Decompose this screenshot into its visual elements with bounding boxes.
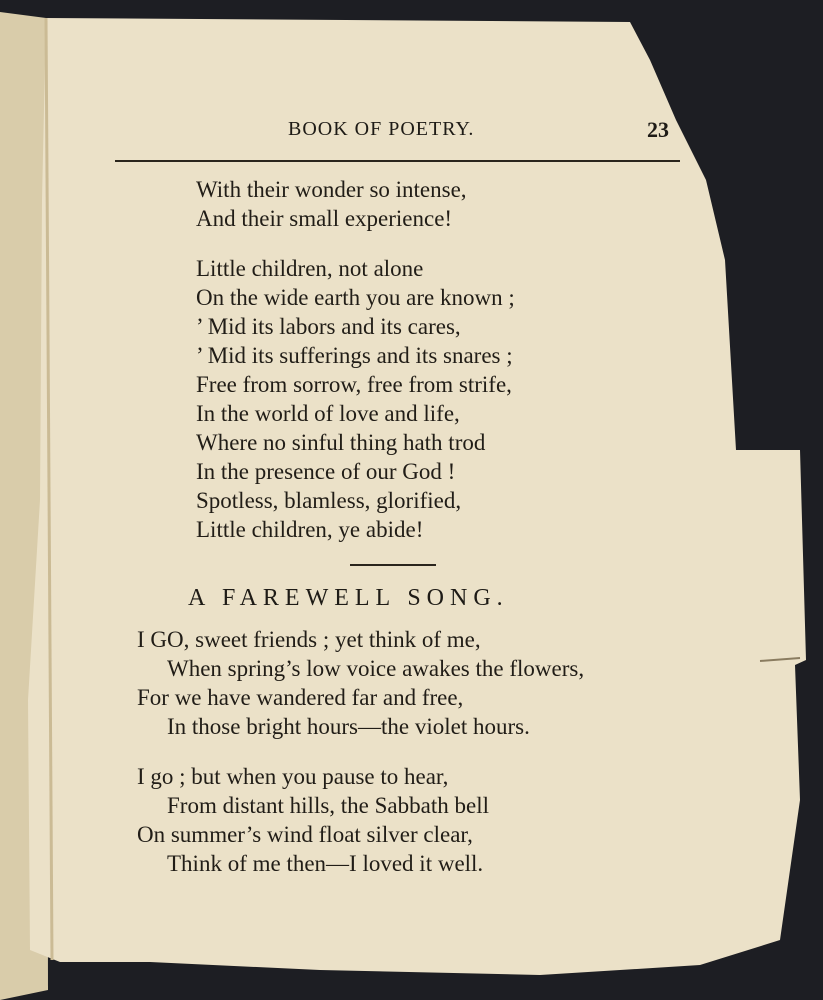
poem-line: I GO, sweet friends ; yet think of me,: [137, 627, 481, 652]
poem-line: I go ; but when you pause to hear,: [137, 764, 449, 789]
poem-line: On summer’s wind float silver clear,: [137, 822, 473, 847]
poem-line: For we have wandered far and free,: [137, 685, 464, 710]
page-number: 23: [647, 117, 669, 142]
poem-line: ’ Mid its labors and its cares,: [196, 314, 461, 339]
poem-line: When spring’s low voice awakes the flowers,: [167, 656, 585, 681]
stanza: [196, 254, 515, 544]
poem-line: Little children, ye abide!: [196, 517, 424, 542]
poem-line: Where no sinful thing hath trod: [196, 430, 486, 455]
section-divider: [350, 564, 436, 566]
stanza: [137, 625, 584, 741]
poem-line: Free from sorrow, free from strife,: [196, 372, 512, 397]
poem-line: In those bright hours—the violet hours.: [167, 714, 530, 739]
stanza: [196, 175, 467, 233]
poem-line: In the presence of our God !: [196, 459, 456, 484]
stanza: [137, 762, 489, 878]
poem-line: Little children, not alone: [196, 256, 424, 281]
poem-line: And their small experience!: [196, 206, 453, 231]
poem-line: On the wide earth you are known ;: [196, 285, 515, 310]
poem-line: With their wonder so intense,: [196, 177, 467, 202]
header-rule: [115, 160, 680, 162]
running-head: BOOK OF POETRY.: [288, 118, 475, 140]
section-title: A FAREWELL SONG.: [188, 585, 509, 611]
poem-line: In the world of love and life,: [196, 401, 460, 426]
poem-line: From distant hills, the Sabbath bell: [167, 793, 489, 818]
poem-line: Spotless, blamless, glorified,: [196, 488, 462, 513]
poem-line: ’ Mid its sufferings and its snares ;: [196, 343, 513, 368]
poem-line: Think of me then—I loved it well.: [167, 851, 484, 876]
